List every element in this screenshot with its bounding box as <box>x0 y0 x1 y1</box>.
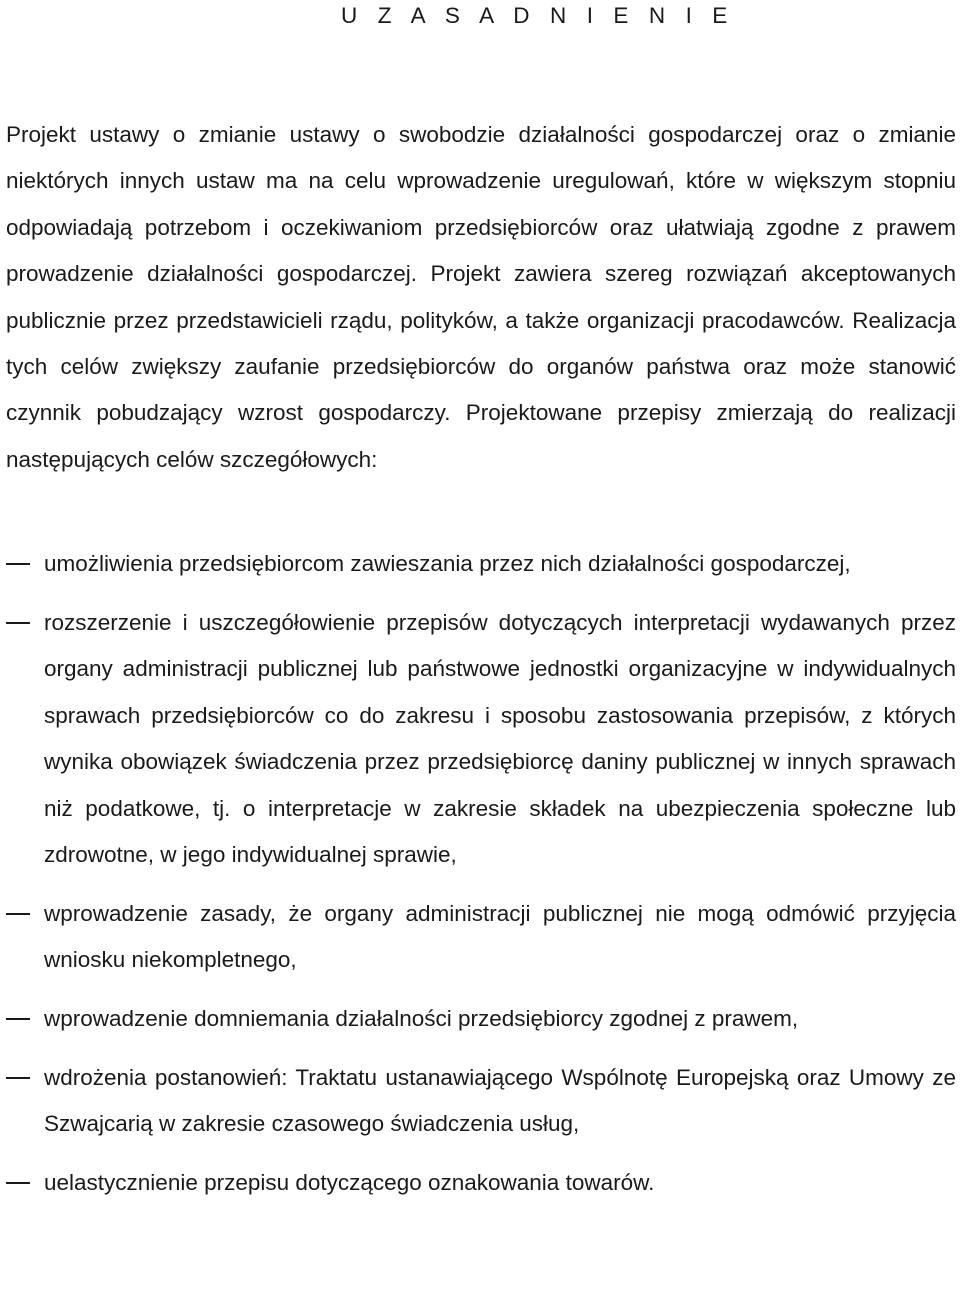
dash-bullet-icon <box>6 622 30 624</box>
list-item-text: wprowadzenie zasady, że organy administracji publicznej nie mogą odmówić przyjęcia wniosku niekompletnego, <box>44 900 956 973</box>
list-item <box>6 541 956 587</box>
list-item <box>6 996 956 1042</box>
list-item <box>6 1160 956 1206</box>
dash-bullet-icon <box>6 1018 30 1020</box>
intro-paragraph: Projekt ustawy o zmianie ustawy o swobodzie działalności gospodarczej oraz o zmianie niektórych innych ustaw ma na celu wprowadzenie uregulowań, które w większym stopniu odpowiadają potrzebom i oczekiwaniom przedsiębiorców oraz ułatwiają zgodne z prawem prowadzenie działalności gospodarczej. Projekt zawiera szereg rozwiązań akceptowanych publicznie przez przedstawicieli rządu, polityków, a także organizacji pracodawców. Realizacja tych celów zwiększy zaufanie przedsiębiorców do organów państwa oraz może stanowić czynnik pobudzający wzrost gospodarczy. Projektowane przepisy zmierzają do realizacji następujących celów szczegółowych: <box>6 122 956 472</box>
dash-bullet-icon <box>6 913 30 915</box>
list-item <box>6 1055 956 1148</box>
list-item-text: rozszerzenie i uszczegółowienie przepisów dotyczących interpretacji wydawanych przez organy administracji publicznej lub państwowe jednostki organizacyjne w indywidualnych sprawach przedsiębiorców co do zakresu i sposobu zastosowania przepisów, z których wynika obowiązek świadczenia przez przedsiębiorcę daniny publicznej w innych sprawach niż podatkowe, tj. o interpretacje w zakresie składek na ubezpieczenia społeczne lub zdrowotne, w jego indywidualnej sprawie, <box>44 609 956 867</box>
dash-bullet-icon <box>6 1182 30 1184</box>
list-item <box>6 891 956 984</box>
list-item-text: uelastycznienie przepisu dotyczącego oznakowania towarów. <box>44 1170 655 1196</box>
document-heading: U Z A S A D N I E N I E <box>341 3 735 28</box>
list-item-text: umożliwienia przedsiębiorcom zawieszania przez nich działalności gospodarczej, <box>44 551 851 576</box>
list-item <box>6 600 956 878</box>
list-item-text: wdrożenia postanowień: Traktatu ustanawiającego Wspólnotę Europejską oraz Umowy ze Szwajcarią w zakresie czasowego świadczenia usług, <box>44 1065 956 1137</box>
goals-list <box>6 541 956 1207</box>
list-item-text: wprowadzenie domniemania działalności przedsiębiorcy zgodnej z prawem, <box>44 1006 799 1032</box>
dash-bullet-icon <box>6 1077 30 1079</box>
dash-bullet-icon <box>6 563 30 565</box>
